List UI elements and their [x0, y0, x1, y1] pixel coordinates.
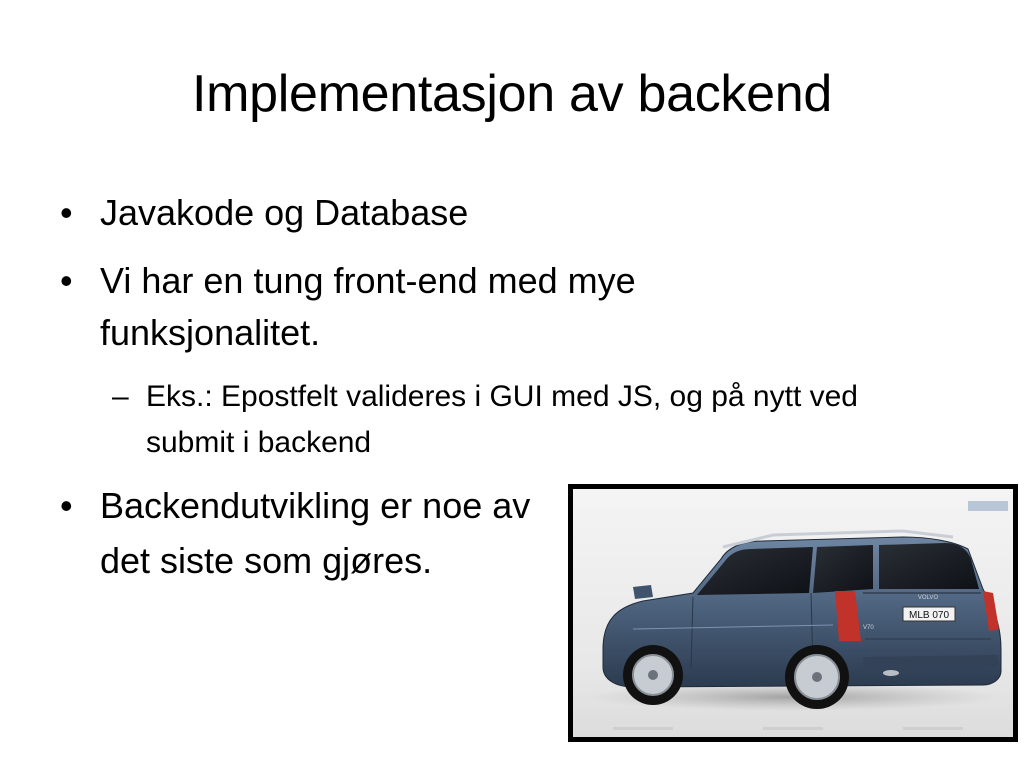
sub-bullet-marker: –: [112, 380, 129, 413]
bullet-item: [60, 255, 820, 359]
sub-bullet-text: Eks.: Epostfelt valideres i GUI med JS, og på nytt ved submit i backend: [146, 380, 858, 459]
model-badge: V70: [863, 625, 874, 631]
license-plate-text: MLB 070: [908, 610, 950, 621]
bullet-text: Javakode og Database: [100, 192, 469, 233]
bullet-marker: •: [60, 192, 73, 233]
wheel-rear: [785, 645, 849, 709]
bullet-item: [60, 478, 580, 588]
watermark-logo: [968, 501, 1008, 511]
caption-line: [903, 727, 963, 730]
side-window-rear: [813, 545, 873, 593]
bullet-item: [60, 190, 468, 236]
sub-bullet-item: [112, 374, 942, 466]
slide-title: Implementasjon av backend: [192, 65, 832, 123]
caption-line: [763, 727, 823, 730]
wheel-front: [623, 645, 683, 705]
exhaust-pipe: [883, 670, 899, 676]
bullet-marker: •: [60, 260, 73, 301]
brand-lettering: VOLVO: [917, 595, 939, 601]
rear-window: [879, 543, 979, 589]
car-photo: [573, 489, 1013, 737]
car-photo-frame: [568, 484, 1018, 742]
bullet-marker: •: [60, 485, 73, 526]
bullet-text: Vi har en tung front-end med mye funksjonalitet.: [100, 260, 636, 353]
bullet-text: Backendutvikling er noe av det siste som gjøres.: [100, 485, 531, 581]
side-mirror: [633, 585, 653, 599]
caption-line: [613, 727, 673, 730]
